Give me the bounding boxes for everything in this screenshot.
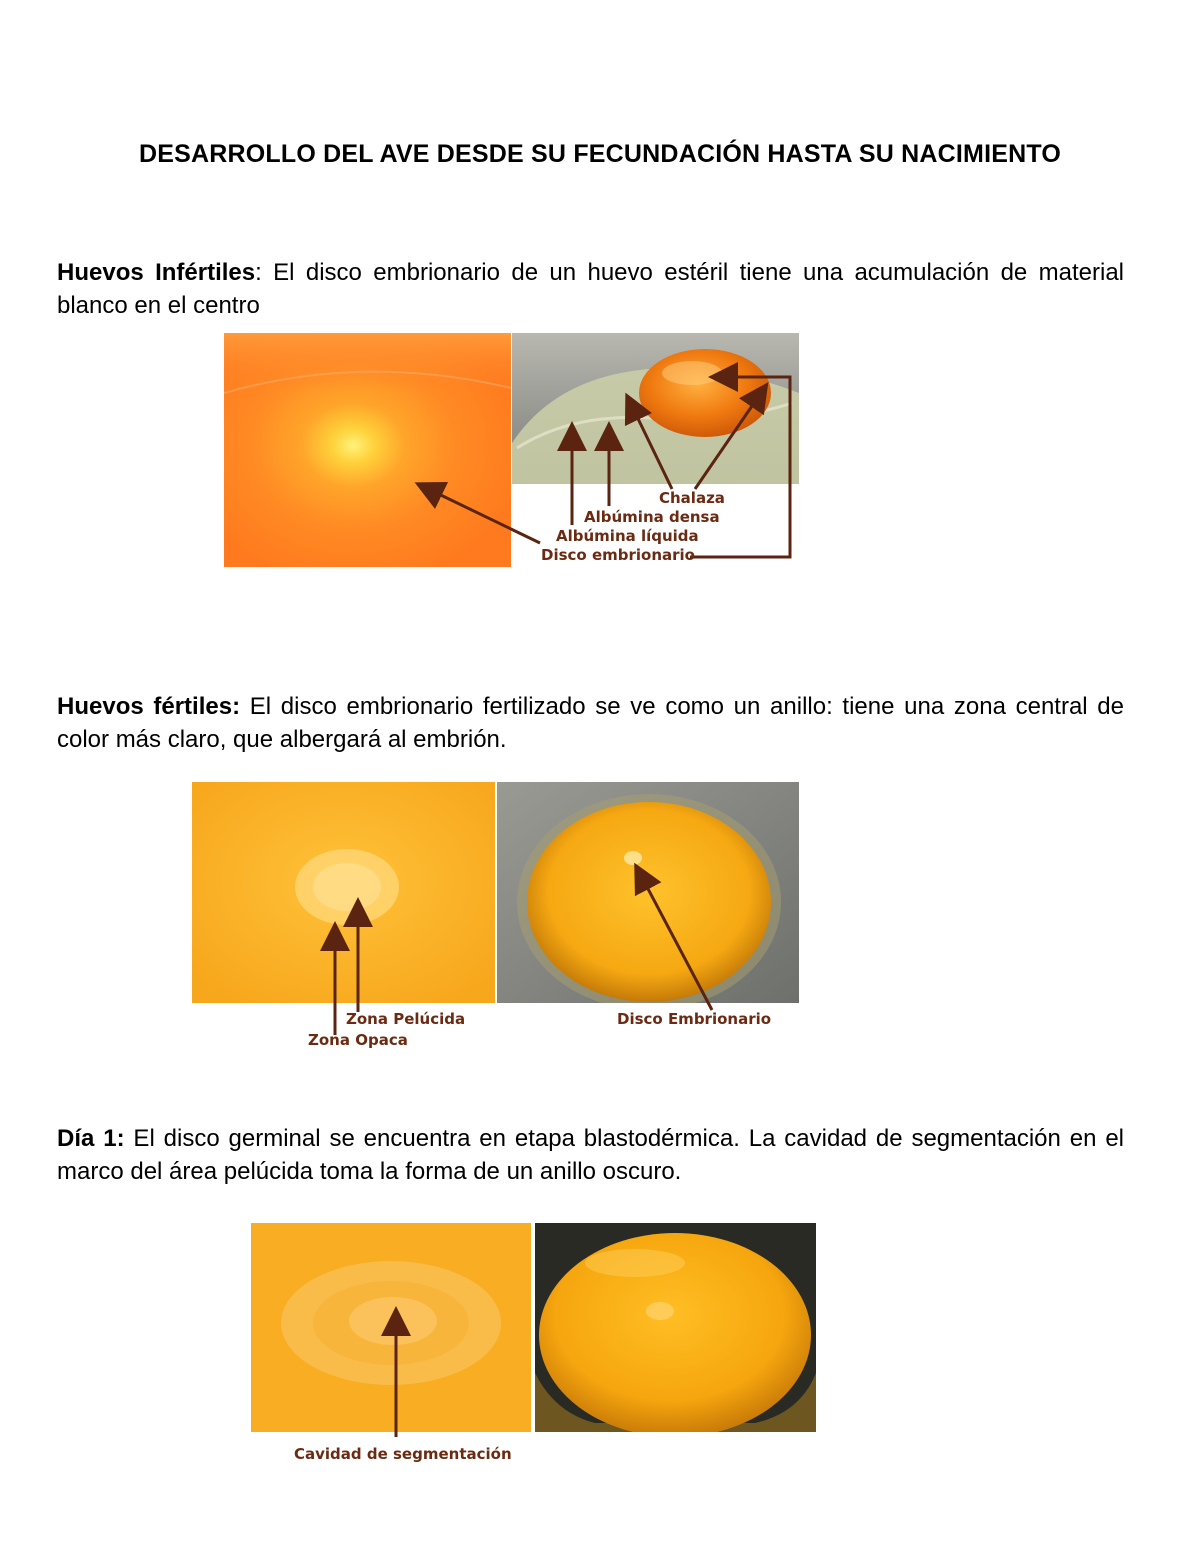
label-zona-opaca: Zona Opaca bbox=[308, 1031, 408, 1049]
label-chalaza: Chalaza bbox=[659, 489, 725, 507]
text-infertile: El disco embrionario de un huevo estéril tiene una acumulación de material blanco en el centro bbox=[57, 259, 1124, 319]
label-albumina-densa: Albúmina densa bbox=[584, 508, 720, 526]
label-disco-embrionario-2: Disco Embrionario bbox=[617, 1010, 772, 1028]
heading-infertile: Huevos Infértiles bbox=[57, 259, 256, 286]
page-title: DESARROLLO DEL AVE DESDE SU FECUNDACIÓN HASTA SU NACIMIENTO bbox=[138, 140, 1062, 168]
paragraph-infertile: Huevos Infértiles: El disco embrionario de un huevo estéril tiene una acumulación de material blanco en el centro bbox=[57, 259, 1124, 319]
heading-fertile: Huevos fértiles: bbox=[57, 693, 241, 720]
photo-fertile-yolk bbox=[497, 782, 799, 1003]
photo-dia1-yolk bbox=[535, 1223, 816, 1432]
label-zona-pelucida: Zona Pelúcida bbox=[346, 1010, 466, 1028]
label-disco-embrionario: Disco embrionario bbox=[541, 546, 695, 564]
heading-dia-1: Día 1: bbox=[57, 1125, 125, 1152]
text-fertile: El disco embrionario fertilizado se ve como un anillo: tiene una zona central de color más claro, que albergará al embrión. bbox=[57, 693, 1124, 753]
photo-fertile-disc-closeup bbox=[192, 782, 495, 1003]
text-dia-1: El disco germinal se encuentra en etapa blastodérmica. La cavidad de segmentación en el marco del área pelúcida toma la forma de un anillo oscuro. bbox=[57, 1125, 1124, 1185]
label-albumina-liquida: Albúmina líquida bbox=[556, 527, 699, 545]
label-cavidad-segmentacion: Cavidad de segmentación bbox=[294, 1445, 512, 1463]
paragraph-fertile bbox=[57, 690, 1124, 756]
paragraph-dia-1 bbox=[57, 1122, 1124, 1188]
photo-egg-cross-section bbox=[512, 333, 799, 484]
photo-infertile-disc-closeup bbox=[224, 333, 511, 567]
photo-dia1-disc-closeup bbox=[251, 1223, 531, 1432]
